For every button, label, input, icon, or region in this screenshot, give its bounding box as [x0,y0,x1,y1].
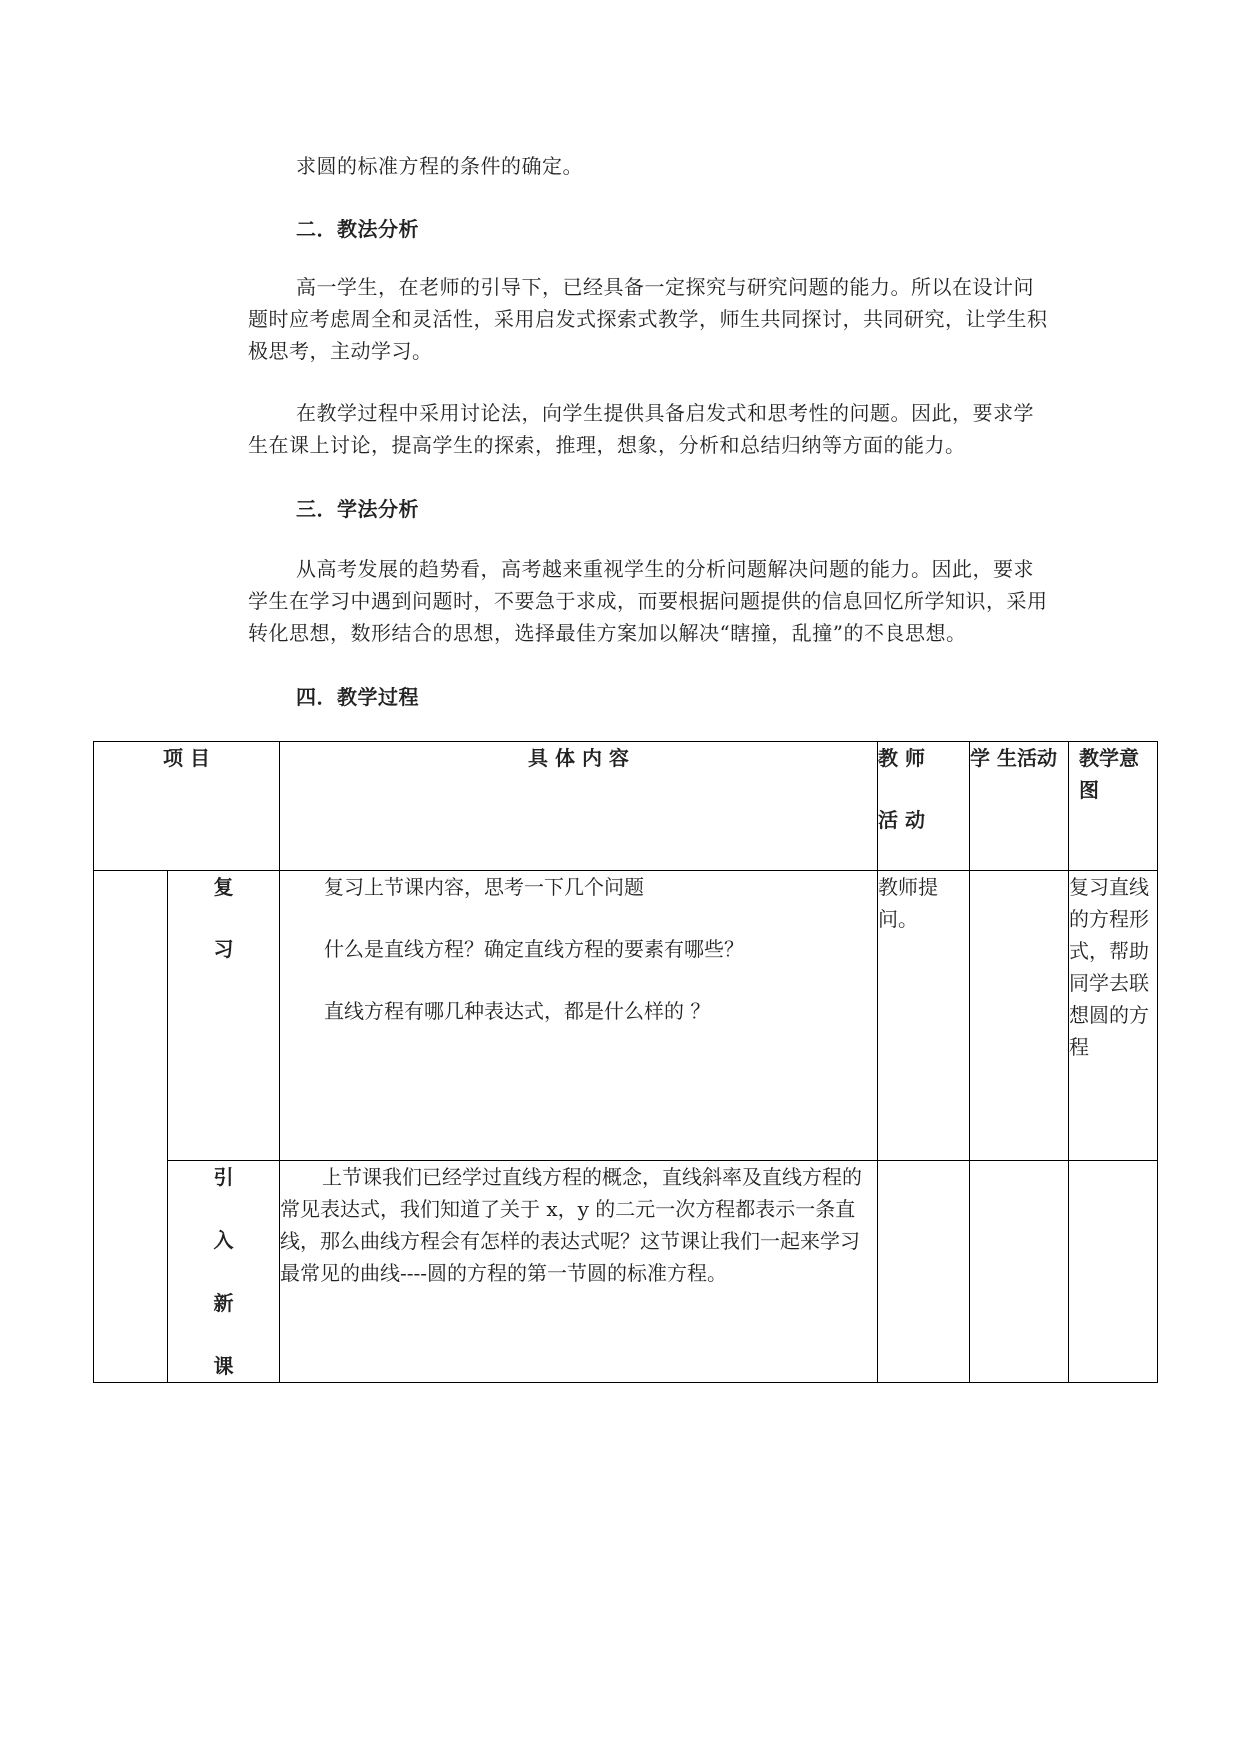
header-item: 项 目 [94,742,280,871]
section-2-paragraph-1: 高一学生，在老师的引导下，已经具备一定探究与研究问题的能力。所以在设计问题时应考虑周全和灵活性，采用启发式探索式教学，师生共同探讨，共同研究，让学生积极思考，主动学习。 [248,275,1048,363]
header-student-activity: 学 生活动 [970,742,1069,871]
intro-new-content: 上节课我们已经学过直线方程的概念，直线斜率及直线方程的常见表达式，我们知道了关于 x，y 的二元一次方程都表示一条直线，那么曲线方程会有怎样的表达式呢？这节课让我们一起来学习最常见的曲线----圆的方程的第一节圆的标准方程。 [280,1161,878,1383]
header-content: 具 体 内 容 [280,742,878,871]
review-question-1: 什么是直线方程？确定直线方程的要素有哪些？ [324,937,744,961]
intro-new-teaching-intent [1069,1161,1158,1383]
header-teaching-intent: 教学意图 [1069,742,1158,871]
stage-column-blank [94,871,168,1383]
review-question-2: 直线方程有哪几种表达式，都是什么样的 ？ [324,999,711,1023]
review-label-char-2: 习 [213,937,234,961]
intro-new-label [168,1161,280,1383]
review-label [168,871,280,1161]
teaching-process-table [93,741,1158,1383]
intro-new-teacher-activity [878,1161,970,1383]
section-2-heading: 二．教法分析 [296,217,419,241]
section-3-heading: 三．学法分析 [296,497,419,521]
review-student-activity [970,871,1069,1161]
review-intro: 复习上节课内容，思考一下几个问题 [324,875,644,899]
header-teacher-line-2: 活 动 [878,808,925,832]
intro-new-label-char-4: 课 [213,1354,234,1378]
review-teaching-intent: 复习直线的方程形式，帮助同学去联想圆的方程 [1069,871,1158,1161]
table-row-review [94,871,1158,1161]
header-teacher-activity [878,742,970,871]
intro-new-label-char-3: 新 [213,1291,234,1315]
intro-new-label-char-1: 引 [213,1165,234,1189]
intro-line: 求圆的标准方程的条件的确定。 [296,154,583,178]
review-label-char-1: 复 [213,875,234,899]
table-header-row [94,742,1158,871]
section-4-heading: 四．教学过程 [296,685,419,709]
table-row-intro-new [94,1161,1158,1383]
review-content [280,871,878,1161]
section-2-paragraph-2: 在教学过程中采用讨论法，向学生提供具备启发式和思考性的问题。因此，要求学生在课上讨论，提高学生的探索，推理，想象，分析和总结归纳等方面的能力。 [248,401,1034,457]
header-teacher-line-1: 教 师 [878,746,925,770]
intro-new-label-char-2: 入 [213,1228,234,1252]
intro-new-student-activity [970,1161,1069,1383]
section-3-paragraph-1: 从高考发展的趋势看，高考越来重视学生的分析问题解决问题的能力。因此，要求学生在学习中遇到问题时，不要急于求成，而要根据问题提供的信息回忆所学知识，采用转化思想，数形结合的思想，选择最佳方案加以解决“瞎撞，乱撞”的不良思想。 [248,557,1048,645]
review-teacher-activity: 教师提问。 [878,871,970,1161]
